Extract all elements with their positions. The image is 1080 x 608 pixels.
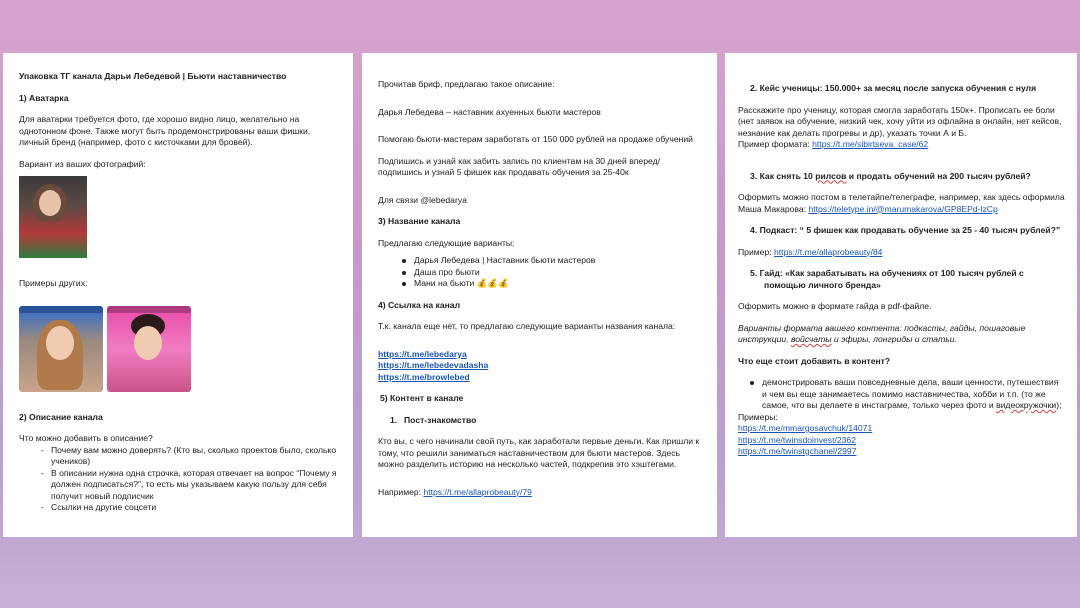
examples-label: Примеры других: bbox=[19, 278, 88, 288]
reels-title-word: рилсов bbox=[815, 170, 847, 181]
list-item bbox=[750, 377, 1065, 412]
case-title: Кейс ученицы: 150.000+ за месяц после запуска обучения с нуля bbox=[759, 83, 1037, 93]
intro-post-title: Пост-знакомство bbox=[404, 414, 477, 425]
format-link[interactable]: https://t.me/sibirtseva_case/62 bbox=[812, 139, 929, 149]
more-content-heading: Что еще стоит добавить в контент? bbox=[738, 355, 891, 366]
more-content-list bbox=[738, 377, 1065, 412]
contact-line: Для связи @lebedarya bbox=[378, 194, 467, 205]
formats-text bbox=[738, 323, 1065, 346]
channel-name-heading: 3) Название канала bbox=[378, 216, 461, 226]
description-intro: Что можно добавить в описание? bbox=[19, 433, 153, 443]
examples-label: Примеры: bbox=[738, 411, 778, 422]
more-item-end: ); bbox=[1056, 400, 1062, 410]
document-page-3 bbox=[725, 53, 1077, 537]
example-link[interactable]: https://t.me/mmargosavchuk/14071 bbox=[738, 423, 873, 433]
document-title: Упаковка ТГ канала Дарьи Лебедевой | Бьюти наставничество bbox=[19, 71, 287, 81]
reels-text-body: Оформить можно постом в телетайпе/телеграфе, например, как здесь оформила Маша Макарова: bbox=[738, 192, 1065, 214]
example-link[interactable]: https://t.me/twinstgchanel/2997 bbox=[738, 446, 857, 456]
example-link[interactable]: https://t.me/allaprobeauty/79 bbox=[423, 486, 532, 497]
channel-name-list bbox=[378, 255, 703, 290]
list-item: Даша про бьюти bbox=[402, 267, 703, 279]
formats-text-start: Варианты формата вашего контента: подкасты, гайды, пошаговые инструкции, bbox=[738, 322, 1026, 344]
case-heading bbox=[738, 83, 1065, 95]
reels-link[interactable]: https://teletype.in/@marumakarova/GP8EPd-lzCp bbox=[808, 203, 998, 214]
intro-post-number: 1. bbox=[390, 414, 398, 425]
brief-intro: Прочитав бриф, предлагаю такое описание: bbox=[378, 79, 555, 89]
description-line-1: Дарья Лебедева – наставник ахуенных бьюти мастеров bbox=[378, 106, 601, 117]
document-page-1 bbox=[3, 53, 353, 537]
list-item: Мани на бьюти 💰💰💰 bbox=[402, 278, 703, 290]
podcast-link[interactable]: https://t.me/allaprobeauty/84 bbox=[774, 246, 883, 257]
formats-text-end: и эфиры, лонгриды и статьи. bbox=[831, 334, 957, 344]
channel-link-heading: 4) Ссылка на канал bbox=[378, 299, 461, 310]
case-text: Расскажите про ученицу, которая смогла заработать 150к+. Прописать ее боли (нет заявок на обучение, низкий чек, хочу уйти из офлайна в онлайн, нет кейсов, незнание как делать прогревы и др), указать точки А и Б. bbox=[738, 104, 1062, 138]
example-label: Например: bbox=[378, 486, 422, 497]
podcast-example-line bbox=[738, 247, 1065, 259]
formats-text-word: войсчаты bbox=[790, 334, 832, 344]
podcast-number: 4. bbox=[750, 225, 758, 235]
guide-text: Оформить можно в формате гайда в pdf-файле. bbox=[738, 301, 932, 311]
avatar-heading: 1) Аватарка bbox=[19, 92, 69, 103]
reels-title-end: и продать обучений на 200 тысяч рублей? bbox=[846, 170, 1031, 181]
guide-number: 5. bbox=[750, 268, 758, 278]
format-line bbox=[738, 139, 1065, 151]
podcast-title: Подкаст: “ 5 фишек как продавать обучение за 25 - 40 тысяч рублей?” bbox=[759, 225, 1061, 235]
description-line-2: Помогаю бьюти-мастерам заработать от 150 000 рублей на продаже обучений bbox=[378, 134, 693, 144]
content-heading: 5) Контент в канале bbox=[380, 393, 464, 403]
example-screenshot-2 bbox=[107, 306, 191, 392]
list-item: - В описании нужна одна строчка, которая отвечает на вопрос “Почему я должен подписаться?”, то есть мы указываем какую пользу для себя получит новый подписчик bbox=[41, 468, 339, 503]
channel-link-option[interactable]: https://t.me/lebedarya bbox=[378, 348, 467, 359]
reels-text bbox=[738, 192, 1065, 215]
document-page-2 bbox=[362, 53, 717, 537]
list-item: - Ссылки на другие соцсети bbox=[41, 502, 339, 514]
description-line-3: Подпишись и узнай как забить запись по клиентам на 30 дней вперед/ подпишись и узнай 5 фишек как продавать обучения за 25-40к bbox=[378, 155, 660, 177]
reels-heading bbox=[738, 171, 1065, 183]
list-item: Дарья Лебедева | Наставник бьюти мастеров bbox=[402, 255, 703, 267]
channel-link-intro: Т.к. канала еще нет, то предлагаю следующие варианты названия канала: bbox=[378, 321, 676, 331]
reels-number: 3. bbox=[750, 170, 758, 181]
guide-title: Гайд: «Как зарабатывать на обучениях от 100 тысяч рублей с помощью личного бренда» bbox=[759, 268, 1024, 290]
avatar-photo bbox=[19, 176, 87, 258]
list-item: - Почему вам можно доверять? (Кто вы, сколько проектов было, сколько учеников) bbox=[41, 445, 339, 468]
reels-title-start: Как снять 10 bbox=[759, 170, 816, 181]
podcast-example-label: Пример: bbox=[738, 246, 772, 257]
example-screenshot-1 bbox=[19, 306, 103, 392]
example-line bbox=[378, 487, 703, 499]
more-item-start: демонстрировать ваши повседневные дела, ваши ценности, путешествия и чем вы еще занимаетесь помимо наставничества, хобби и т.п. (то же самое, что вы делаете в инстаграме, только через фото и bbox=[762, 377, 1059, 410]
avatar-description: Для аватарки требуется фото, где хорошо видно лицо, желательно на однотонном фоне. Также могут быть продемонстрированы ваши фишки, личный бренд (например, фото с кисточками для бровей). bbox=[19, 114, 311, 147]
intro-post-text: Кто вы, с чего начинали свой путь, как заработали первые деньги. Как пришли к тому, что решили заниматься наставничеством для бьюти мастеров. Здесь можно разделить историю на несколько частей, подкрепив это хэштегами. bbox=[378, 436, 700, 469]
guide-heading bbox=[738, 268, 1065, 291]
example-link[interactable]: https://t.me/twinsdoinvest/2362 bbox=[738, 434, 856, 445]
channel-name-intro: Предлагаю следующие варианты: bbox=[378, 237, 515, 248]
channel-description-heading: 2) Описание канала bbox=[19, 411, 103, 422]
format-label: Пример формата: bbox=[738, 139, 810, 149]
case-number: 2. bbox=[750, 83, 758, 93]
podcast-heading bbox=[738, 225, 1065, 237]
channel-link-option[interactable]: https://t.me/browlebed bbox=[378, 371, 470, 382]
description-list bbox=[19, 445, 339, 514]
more-item-word: видеокружочки bbox=[996, 400, 1057, 410]
channel-link-option[interactable]: https://t.me/lebedevadasha bbox=[378, 360, 489, 370]
intro-post-heading bbox=[378, 415, 703, 427]
variant-label: Вариант из ваших фотографий: bbox=[19, 158, 146, 169]
